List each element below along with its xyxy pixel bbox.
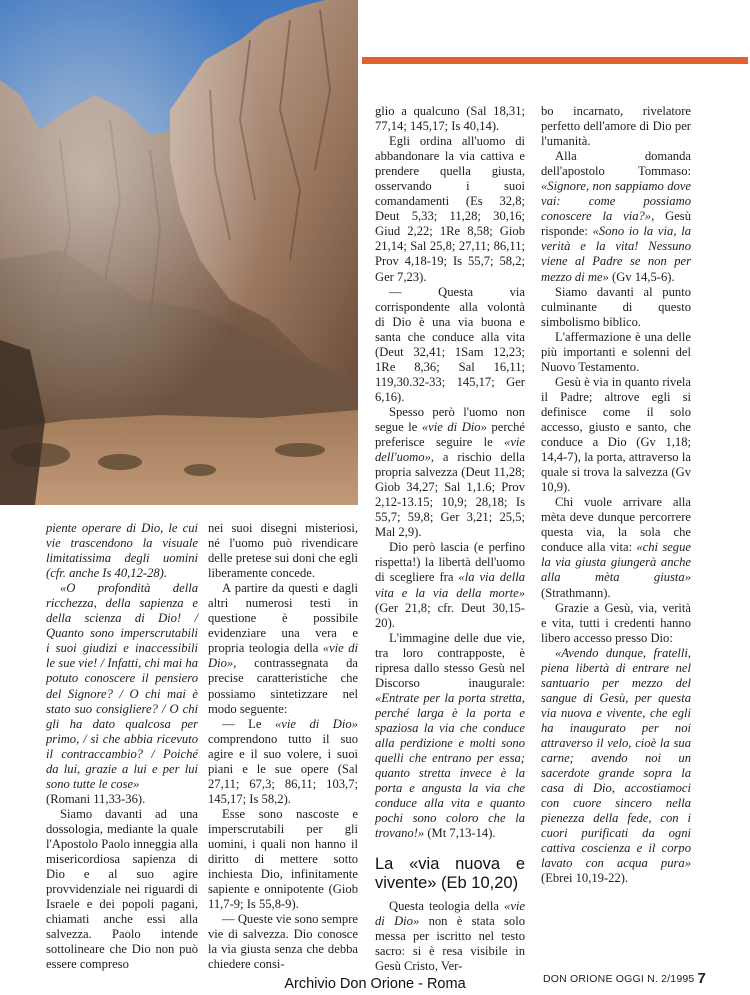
paragraph: bo incarnato, rivelatore perfetto dell'amore di Dio per l'umanità. bbox=[541, 104, 691, 149]
paragraph: — Queste vie sono sempre vie di salvezza. Dio conosce la via giusta senza che debba chiedere consi- bbox=[208, 912, 358, 972]
section-heading: La «via nuova e vivente» (Eb 10,20) bbox=[375, 855, 525, 893]
paragraph: A partire da questi e dagli altri numerosi testi in questione è possibile evidenziare una vera e propria teologia della «vie di Dio», contrassegnata da precise caratteristiche che possiamo sintetizzare nel modo seguente: bbox=[208, 581, 359, 716]
quotation: «O profondità della ricchezza, della sapienza e della scienza di Dio! / Quanto sono imperscrutabili i suoi giudizi e inaccessibili le sue vie! / Infatti, chi mai ha potuto conoscere il pensiero del Signore? / O chi mai è stato suo consigliere? / O chi gli ha dato qualcosa per primo, / sì che abbia ricevuto il contraccambio? / Poiché da lui, grazie a lui e per lui sono tutte le cose» bbox=[46, 581, 198, 791]
paragraph: Dio però lascia (e perfino rispetta!) la libertà dell'uomo di scegliere fra «la via della vita e la via della morte» (Ger 21,8; cfr. Deut 30,15-20). bbox=[375, 540, 525, 630]
paragraph: Chi vuole arrivare alla mèta deve dunque percorrere questa via, la sola che conduce alla vita: «chi segue la via giusta giungerà anche alla mèta giusta» (Strathmann). bbox=[541, 495, 691, 600]
text-column-3 bbox=[375, 104, 525, 975]
paragraph: glio a qualcuno (Sal 18,31; 77,14; 145,17; Is 40,14). bbox=[375, 104, 525, 134]
quotation: «Avendo dunque, fratelli, piena libertà di entrare nel santuario per mezzo del sangue di Gesù, per questa via nuova e vivente, che egli ha inaugurato per noi attraverso il velo, cioè la sua carne; avendo noi un sacerdote grande sopra la casa di Dio, accostiamoci con cuore sincero nella pienezza della fede, con i cuori purificati da ogni cattiva coscienza e il corpo lavato con acqua pura» (Ebrei 10,19-22). bbox=[541, 645, 691, 886]
paragraph: Questa teologia della «vie di Dio» non è stata solo messa per iscritto nel testo sacro: si è resa visibile in Gesù Cristo, Ver- bbox=[375, 899, 525, 974]
archive-watermark: Archivio Don Orione - Roma bbox=[284, 976, 466, 992]
paragraph: — Le «vie di Dio» comprendono tutto il suo agire e il suo volere, i suoi piani e le sue opere (Sal 27,11; 67,3; 86,11; 103,7; 145,17; Is 58,2). bbox=[208, 716, 358, 806]
paragraph: Siamo davanti ad una dossologia, mediante la quale l'Apostolo Paolo inneggia alla misericordiosa sapienza di Dio e al suo agire provvidenziale nei riguardi di Israele e dei popoli pagani, chiamati anche essi alla salvezza. Paolo intende sottolineare che Dio non può essere compreso bbox=[46, 806, 198, 972]
paragraph: Siamo davanti al punto culminante di questo simbolismo biblico. bbox=[541, 284, 691, 329]
paragraph: Egli ordina all'uomo di abbandonare la via cattiva e prendere quella giusta, osservando i suoi comandamenti (Es 32,8; Deut 5,33; 11,28; 30,16; Giud 2,22; 1Re 8,58; Giob 21,14; Sal 25,8; 27,11; 86,11; Prov 4,18-19; Is 55,7; 58,2; Ger 7,23). bbox=[375, 134, 525, 284]
reference: (Romani 11,33-36). bbox=[46, 791, 146, 806]
text-column-1 bbox=[46, 521, 198, 972]
mountain-photo bbox=[0, 0, 358, 505]
paragraph: nei suoi disegni misteriosi, né l'uomo può rivendicare delle pretese sui doni che egli liberamente concede. bbox=[208, 521, 358, 581]
page-number: 7 bbox=[697, 970, 706, 987]
paragraph: piente operare di Dio, le cui vie trascendono la visuale limitatissima degli uomini (cfr. anche Is 40,12-28). bbox=[46, 521, 198, 581]
paragraph: L'immagine delle due vie, tra loro contrapposte, è ripresa dallo stesso Gesù nel Discorso inaugurale: «Entrate per la porta stretta, perché larga è la porta e spaziosa la via che conduce alla perdizione e molti sono quelli che entrano per essa; quanto stretta invece è la porta e angusta la via che conduce alla vita e quanto pochi sono coloro che la trovano!» (Mt 7,13-14). bbox=[375, 630, 525, 841]
paragraph: Alla domanda dell'apostolo Tommaso: «Signore, non sappiamo dove vai: come possiamo conoscere la via?», Gesù risponde: «Sono io la via, la verità e la vita! Nessuno viene al Padre se non per mezzo di me» (Gv 14,5-6). bbox=[541, 149, 691, 284]
paragraph: Grazie a Gesù, via, verità e vita, tutti i credenti hanno libero accesso presso Dio: bbox=[541, 600, 691, 645]
paragraph: — Questa via corrispondente alla volontà di Dio è una via buona e santa che conduce alla vita (Deut 32,41; 1Sam 12,23; 1Re 8,36; Sal 16,11; 119,30.32-33; 145,17; Ger 6,16). bbox=[375, 284, 525, 404]
text-column-2 bbox=[208, 521, 358, 972]
paragraph: Spesso però l'uomo non segue le «vie di Dio» perché preferisce seguire le «vie dell'uomo», a rischio della propria salvezza (Deut 11,28; Giob 34,27; Sal 1,1.6; Prov 2,12-13.15; 10,9; 28,18; Is 55,7; 59,8; Ger 3,21; 25,5; Mal 2,9). bbox=[375, 404, 525, 540]
text-column-4 bbox=[541, 104, 691, 886]
magazine-issue: DON ORIONE OGGI N. 2/1995 bbox=[542, 973, 695, 985]
paragraph: Esse sono nascoste e imperscrutabili per gli uomini, i quali non hanno il diritto di mettere sotto inchiesta Dio, infinitamente sapiente e onnipotente (Giob 11,7-9; Is 55,8-9). bbox=[208, 806, 358, 912]
paragraph: Gesù è via in quanto rivela il Padre; altrove egli si definisce come il solo accesso, giusto e santo, che conduce a Dio (Gv 1,18; 14,4-7), la porta, attraverso la quale si trova la salvezza (Gv 10,9). bbox=[541, 374, 691, 495]
paragraph: L'affermazione è una delle più importanti e solenni del Nuovo Testamento. bbox=[541, 329, 691, 374]
accent-rule bbox=[362, 57, 748, 64]
